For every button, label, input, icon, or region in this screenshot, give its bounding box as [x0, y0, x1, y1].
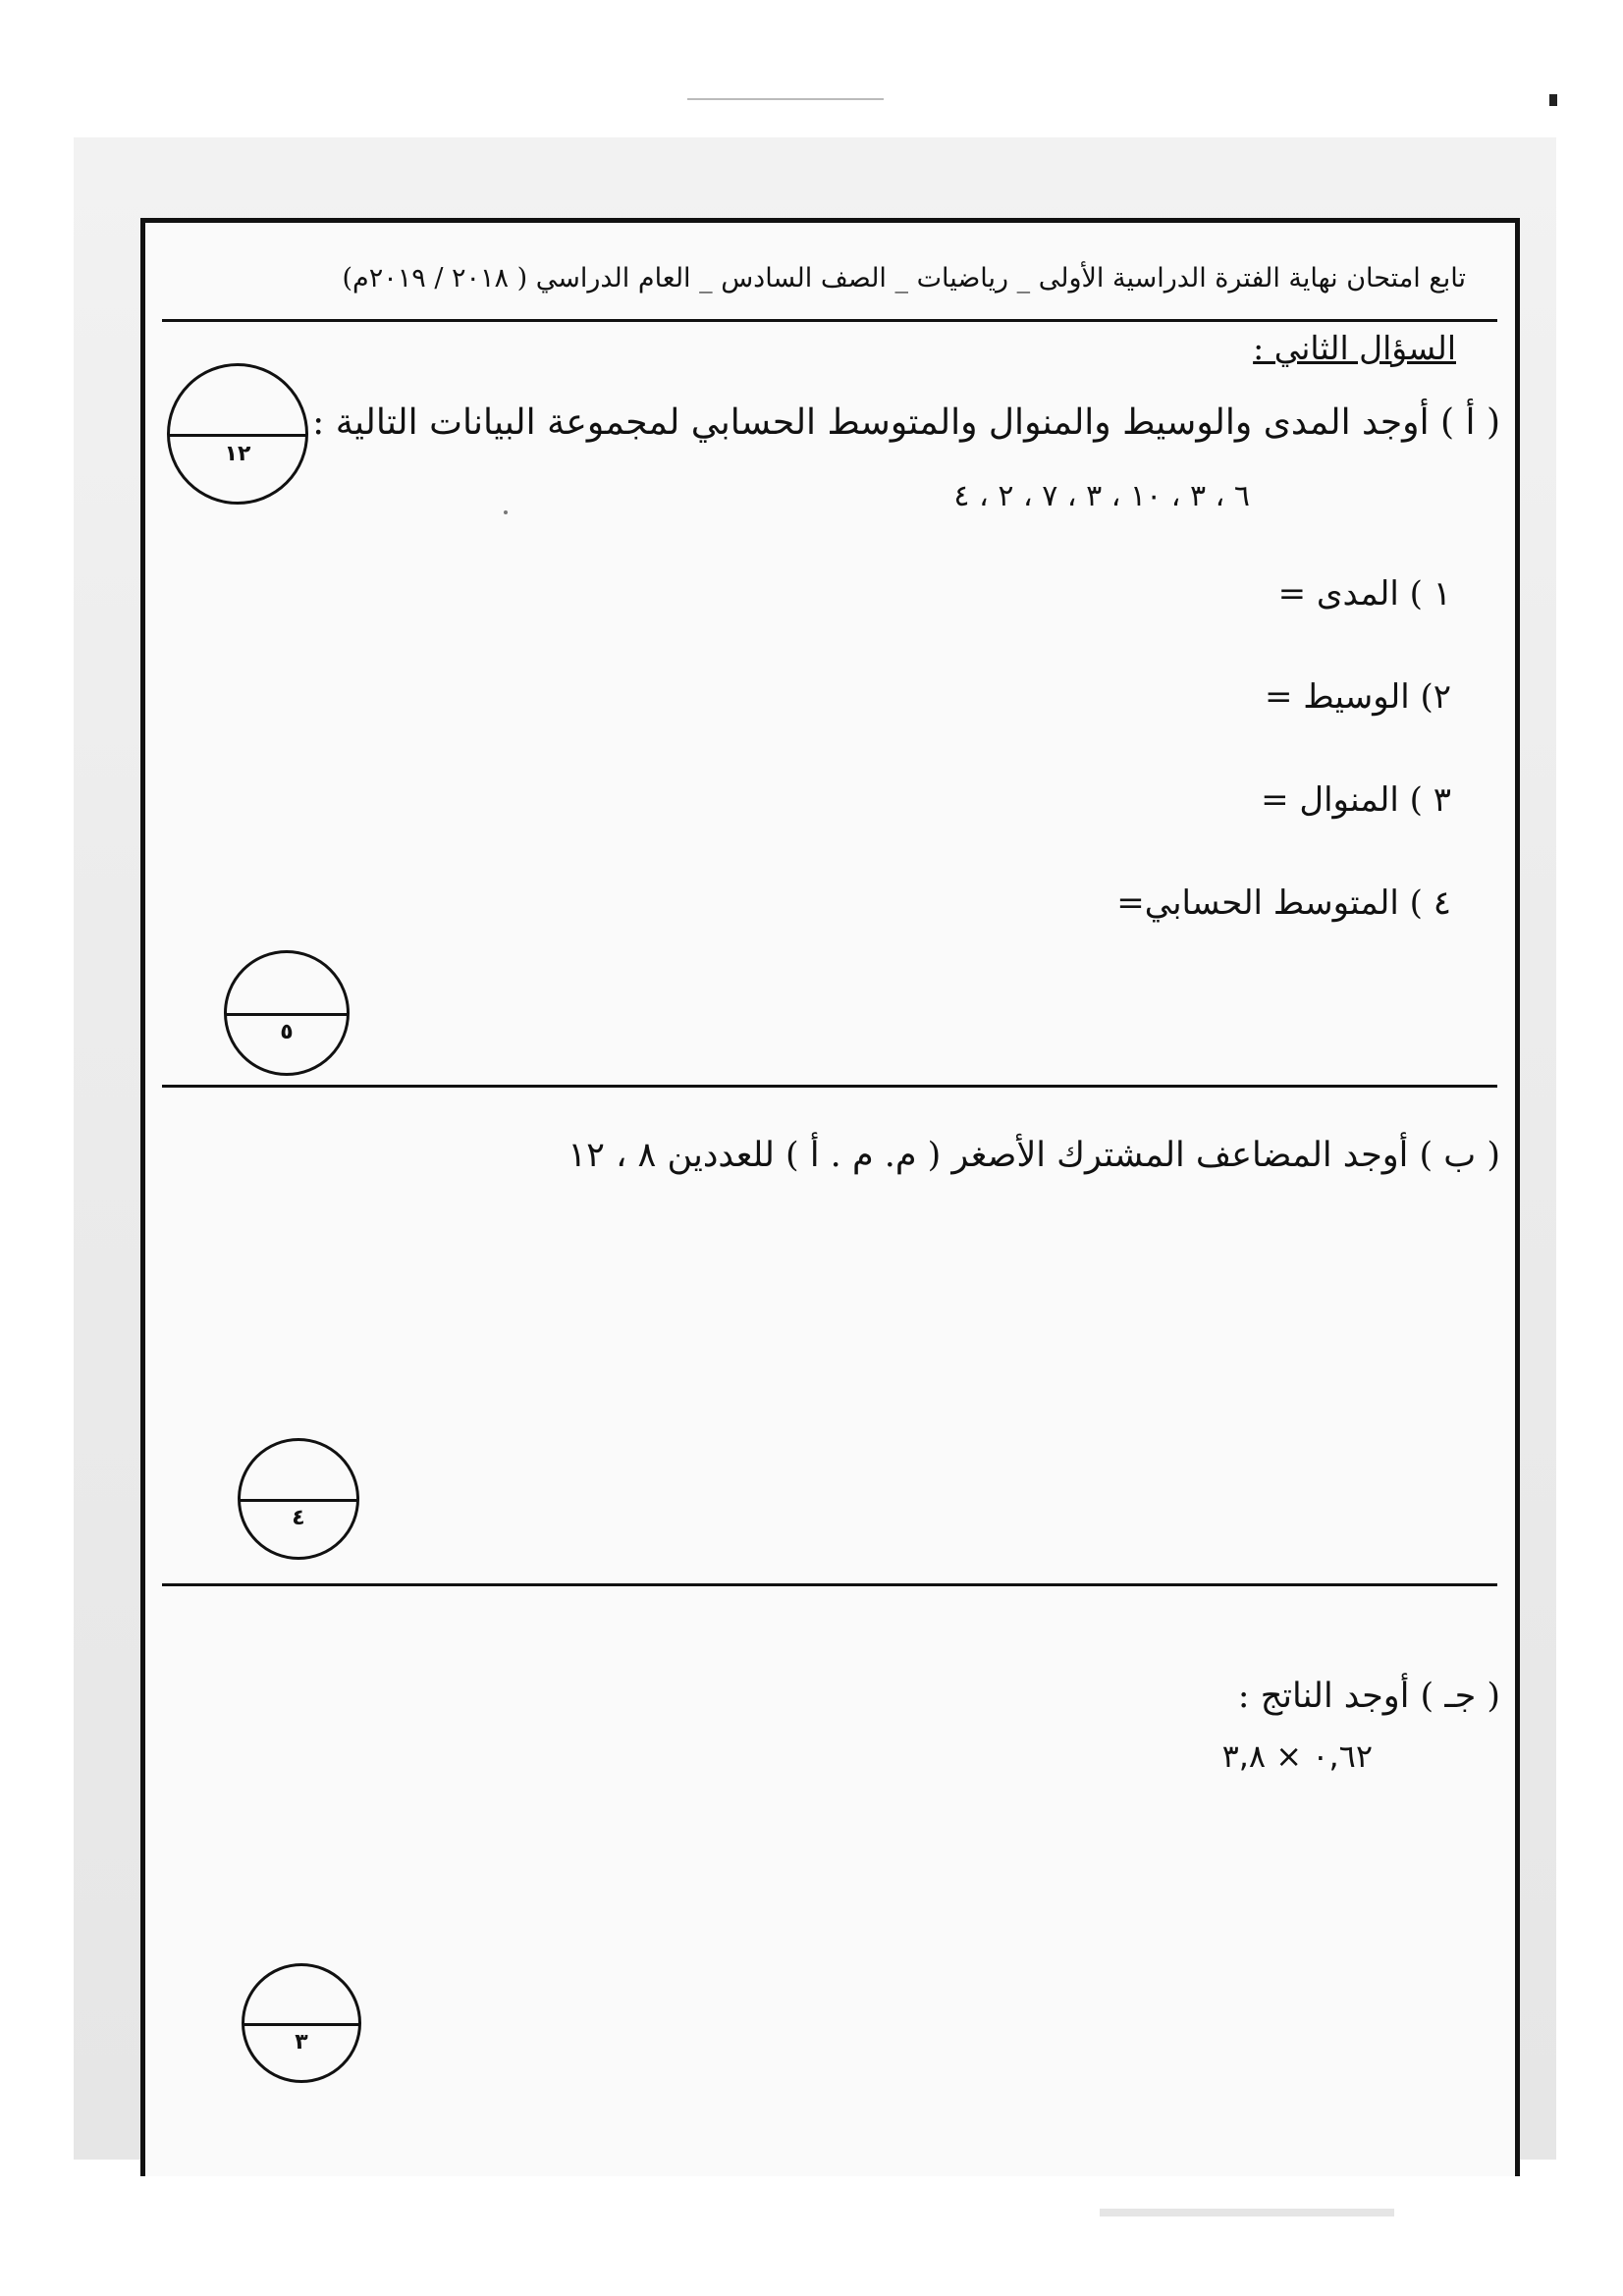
part-a-mark-circle [224, 950, 350, 1076]
mark-divider [170, 434, 305, 437]
multiplication-expression: ٠,٦٢ × ٣,٨ [1221, 1737, 1373, 1775]
total-mark: ١٢ [224, 442, 251, 467]
section-divider-b [162, 1583, 1497, 1586]
part-b-prompt: ( ب ) أوجد المضاعف المشترك الأصغر ( م. م . أ ) للعددين ٨ ، ١٢ [568, 1136, 1500, 1175]
corner-mark [1549, 94, 1557, 106]
scan-footer-smudge [1100, 2209, 1394, 2216]
mark-divider [244, 2023, 358, 2026]
mean-item: ٤ ) المتوسط الحسابي= [1116, 883, 1451, 923]
mark-divider [227, 1013, 347, 1016]
exam-page-frame [140, 218, 1520, 2176]
part-c-mark: ٣ [295, 2029, 308, 2055]
scan-dot [504, 510, 508, 514]
header-divider [162, 319, 1497, 322]
mode-item: ٣ ) المنوال = [1261, 780, 1451, 820]
part-b-mark: ٤ [292, 1506, 305, 1531]
mark-divider [241, 1499, 356, 1502]
total-mark-circle [167, 363, 308, 505]
section-divider-a [162, 1085, 1497, 1088]
range-item: ١ ) المدى = [1277, 574, 1451, 614]
top-scan-line [687, 98, 884, 100]
median-item: ٢) الوسيط = [1264, 677, 1451, 717]
exam-header: تابع امتحان نهاية الفترة الدراسية الأولى _ رياضيات _ الصف السادس _ العام الدراسي ( ٢٠١٨ / ٢٠١٩م) [342, 263, 1466, 294]
part-b-mark-circle [238, 1438, 359, 1560]
part-c-mark-circle [242, 1963, 361, 2083]
data-set: ٦ ، ٣ ، ١٠ ، ٣ ، ٧ ، ٢ ، ٤ [953, 479, 1250, 513]
part-c-prompt: ( جـ ) أوجد الناتج : [1237, 1677, 1500, 1716]
question-title: السؤال الثاني : [1253, 329, 1456, 367]
part-a-prompt: ( أ ) أوجد المدى والوسيط والمنوال والمتوسط الحسابي لمجموعة البيانات التالية : [312, 402, 1500, 443]
part-a-mark: ٥ [280, 1020, 294, 1045]
